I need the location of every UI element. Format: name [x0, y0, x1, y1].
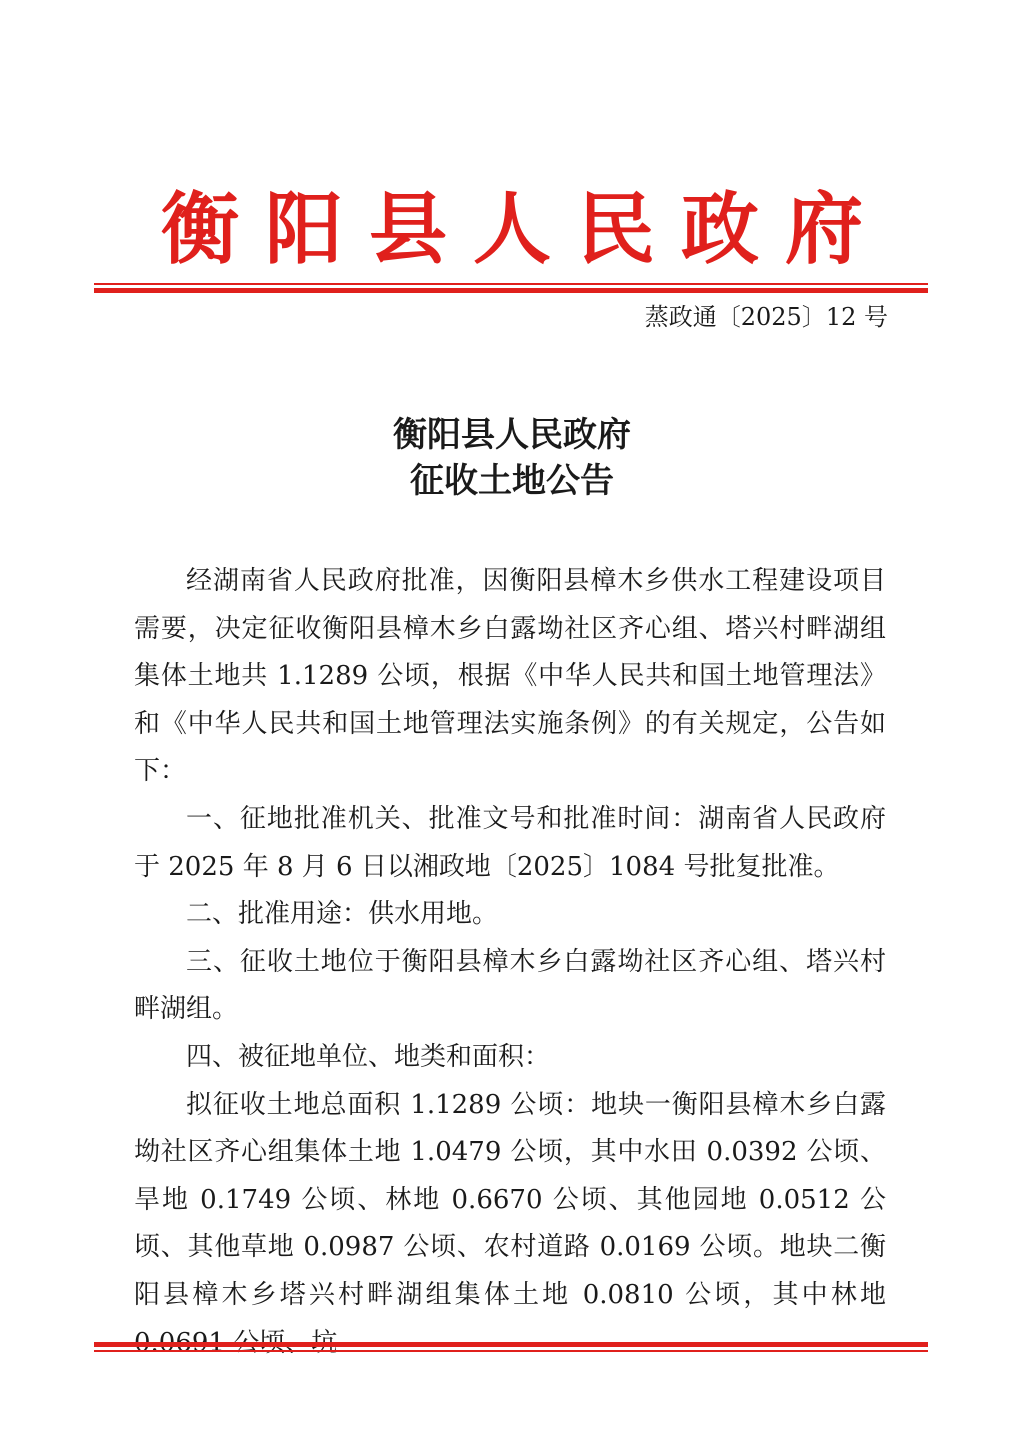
- title-issuer: 衡阳县人民政府: [393, 415, 631, 455]
- paragraph-location: 三、征收土地位于衡阳县樟木乡白露坳社区齐心组、塔兴村畔湖组。: [134, 946, 886, 1025]
- notice-body: [134, 558, 886, 1367]
- title-subject: 征收土地公告: [410, 461, 614, 501]
- footer-rule-thin: [94, 1350, 928, 1352]
- paragraph-intro: 经湖南省人民政府批准，因衡阳县樟木乡供水工程建设项目需要，决定征收衡阳县樟木乡白露坳社区齐心组、塔兴村畔湖组集体土地共 1.1289 公顷，根据《中华人民共和国土地管理法》和《中华人民共和国土地管理法实施条例》的有关规定，公告如下：: [134, 566, 886, 787]
- paragraph-section-four-heading: 四、被征地单位、地类和面积：: [186, 1041, 551, 1072]
- footer-rule-thick: [94, 1342, 928, 1347]
- paragraph-approval: 一、征地批准机关、批准文号和批准时间：湖南省人民政府于 2025 年 8 月 6 日以湘政地〔2025〕1084 号批复批准。: [134, 803, 886, 882]
- header-rule-thick: [94, 288, 928, 293]
- paragraph-land-area-details: 拟征收土地总面积 1.1289 公顷：地块一衡阳县樟木乡白露坳社区齐心组集体土地 1.0479 公顷，其中水田 0.0392 公顷、旱地 0.1749 公顷、林地 0.6670 公顷、其他园地 0.0512 公顷、其他草地 0.0987 公顷、农村道路 0.0169 公顷。地块二衡阳县樟木乡塔兴村畔湖组集体土地 0.0810 公顷，其中林地: [134, 1089, 886, 1310]
- document-number: 蒸政通〔2025〕12 号: [644, 303, 888, 331]
- issuer-masthead: 衡阳县人民政府: [160, 184, 889, 275]
- header-rule-thin: [94, 283, 928, 285]
- notice-title: [0, 412, 1024, 504]
- paragraph-purpose: 二、批准用途：供水用地。: [186, 899, 499, 930]
